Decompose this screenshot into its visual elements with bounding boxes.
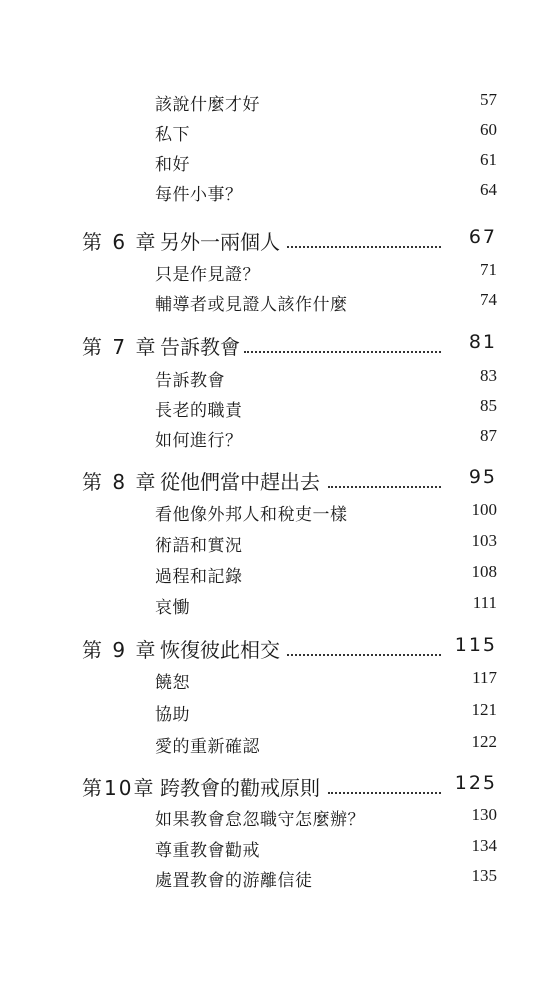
toc-subentry [0,392,559,422]
chapter-page: 67 [468,226,497,248]
subentry-page: 57 [480,90,497,109]
toc-subentry [0,362,559,392]
toc-subentry [0,496,559,526]
toc-subentry [0,176,559,206]
chapter-title: 恢復彼此相交 [160,638,280,662]
chapter-number: 第 8 章 [82,470,158,494]
subentry-page: 74 [480,290,497,309]
toc-chapter-entry [0,222,559,258]
subentry-page: 71 [480,260,497,279]
subentry-title: 如何進行？ [155,431,243,451]
toc-subentry [0,527,559,557]
toc-subentry [0,696,559,726]
subentry-title: 協助 [155,705,190,725]
chapter-title: 跨教會的勸戒原則 [160,776,320,800]
subentry-page: 103 [471,531,497,550]
toc-chapter-entry [0,630,559,666]
dot-leader [328,478,441,488]
subentry-title: 和好 [155,155,190,175]
subentry-page: 130 [471,805,497,824]
chapter-page: 95 [468,466,497,488]
toc-chapter-entry [0,462,559,498]
toc-subentry [0,664,559,694]
subentry-title: 私下 [155,125,190,145]
subentry-page: 111 [472,593,497,612]
subentry-title: 如果教會怠忽職守怎麼辦？ [155,810,365,830]
subentry-title: 處置教會的游離信徒 [155,871,313,891]
subentry-page: 85 [480,396,497,415]
subentry-title: 輔導者或見證人該作什麼 [155,295,348,315]
chapter-number: 第10章 [82,776,156,800]
subentry-title: 哀慟 [155,598,190,618]
subentry-title: 告訴教會 [155,371,225,391]
toc-subentry [0,116,559,146]
toc-subentry [0,728,559,758]
subentry-page: 87 [480,426,497,445]
subentry-page: 121 [471,700,497,719]
dot-leader [287,646,441,656]
chapter-page: 81 [468,331,497,353]
chapter-number: 第 9 章 [82,638,158,662]
subentry-title: 看他像外邦人和稅吏一樣 [155,505,348,525]
subentry-page: 61 [480,150,497,169]
toc-subentry [0,558,559,588]
dot-leader [244,343,441,353]
chapter-page: 115 [454,634,497,656]
subentry-page: 100 [471,500,497,519]
toc-chapter-entry [0,768,559,804]
subentry-page: 64 [480,180,497,199]
toc-chapter-entry [0,327,559,363]
subentry-title: 饒恕 [155,673,190,693]
chapter-title: 告訴教會 [160,335,240,359]
subentry-title: 每件小事？ [155,185,243,205]
toc-subentry [0,862,559,892]
chapter-title: 從他們當中趕出去 [160,470,320,494]
subentry-title: 術語和實況 [155,536,243,556]
dot-leader [287,238,441,248]
subentry-page: 60 [480,120,497,139]
toc-subentry [0,86,559,116]
chapter-number: 第 7 章 [82,335,158,359]
subentry-title: 該說什麼才好 [155,95,260,115]
subentry-title: 愛的重新確認 [155,737,260,757]
subentry-title: 尊重教會勸戒 [155,841,260,861]
subentry-page: 135 [471,866,497,885]
toc-subentry [0,146,559,176]
subentry-page: 134 [471,836,497,855]
chapter-title: 另外一兩個人 [160,230,280,254]
chapter-number: 第 6 章 [82,230,158,254]
toc-subentry [0,589,559,619]
dot-leader [328,784,441,794]
toc-subentry [0,801,559,831]
toc-subentry [0,286,559,316]
subentry-page: 108 [471,562,497,581]
subentry-title: 只是作見證？ [155,265,260,285]
subentry-title: 長老的職責 [155,401,243,421]
subentry-title: 過程和記錄 [155,567,243,587]
chapter-page: 125 [454,772,497,794]
toc-subentry [0,832,559,862]
toc-subentry [0,256,559,286]
toc-subentry [0,422,559,452]
subentry-page: 122 [471,732,497,751]
subentry-page: 117 [472,668,497,687]
subentry-page: 83 [480,366,497,385]
